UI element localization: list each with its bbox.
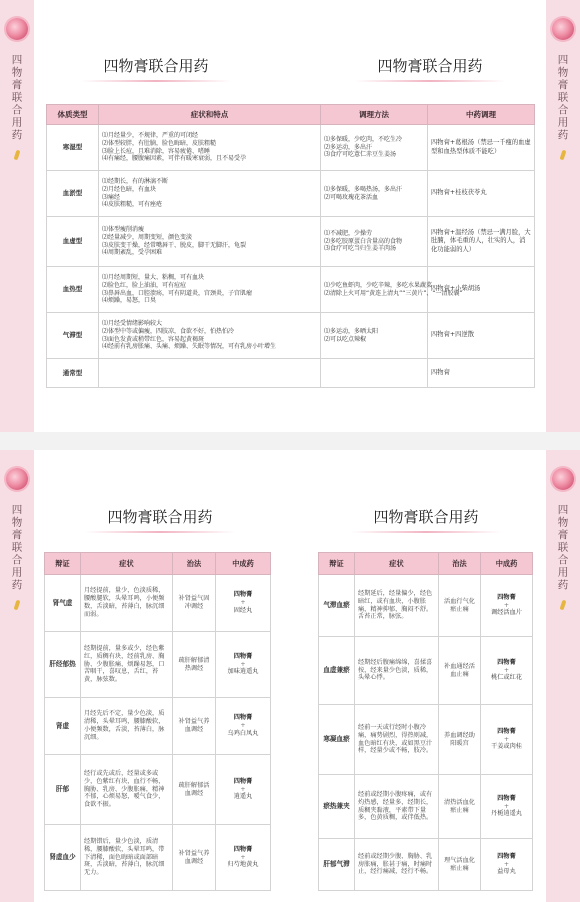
plus-sign: + bbox=[240, 722, 246, 730]
right-side-strip bbox=[546, 0, 580, 432]
medicine-main: 四物膏 bbox=[233, 652, 253, 660]
method-line: ⑵清除上火可用“黄连上清丸”“三黄片”、“一清胶囊” bbox=[324, 289, 463, 297]
medicine-cell bbox=[216, 755, 271, 825]
leaf-icon bbox=[560, 599, 567, 610]
medicine-main: 四物膏 bbox=[233, 714, 253, 722]
medicine-main: 四物膏 bbox=[497, 593, 516, 601]
herbal-cell: 四物膏+温经汤（禁忌一满月脸，大肚腩，体毛重的人，壮实的人，消化功能弱的人） bbox=[428, 217, 535, 267]
column-header: 辩证 bbox=[45, 553, 81, 575]
symptom-line: ⑴经期长，有的淋漓不断 bbox=[102, 178, 169, 186]
method-cell bbox=[321, 217, 428, 267]
constitution-type: 血淤型 bbox=[47, 171, 99, 217]
medicine-cell bbox=[481, 839, 533, 891]
method-line: ⑵可以吃点辣椒 bbox=[324, 335, 367, 343]
medicine-main: 四物膏 bbox=[233, 591, 253, 599]
leaf-icon bbox=[14, 149, 21, 160]
syndrome-name: 肾虚血少 bbox=[45, 825, 81, 891]
rose-icon bbox=[6, 18, 28, 40]
right-syndrome-table bbox=[318, 552, 533, 891]
treatment-cell: 活血行气化瘀止痛 bbox=[439, 575, 481, 637]
treatment-cell: 疏肝解郁清热调经 bbox=[173, 632, 216, 698]
symptoms-cell: 经期错后，量少色淡，质清稀，腰膝酸软，头晕耳鸣，带下清稀，面色晦暗或面部暗斑，舌淡暗，苔薄白，脉沉细无力。 bbox=[81, 825, 173, 891]
constitution-type: 通常型 bbox=[47, 359, 99, 388]
symptom-line: ⑴月经受情绪影响较大 bbox=[102, 320, 163, 328]
column-header: 中药调理 bbox=[428, 105, 535, 125]
page-title: 四物膏联合用药 bbox=[326, 506, 526, 533]
leaf-icon bbox=[14, 599, 21, 610]
medicine-main: 四物膏 bbox=[497, 658, 516, 666]
page-title: 四物膏联合用药 bbox=[330, 55, 530, 82]
symptom-line: ⑵脸色红，脸上油油，可有痘痘 bbox=[102, 281, 187, 289]
medicine-main: 四物膏 bbox=[497, 794, 516, 802]
left-side-strip bbox=[0, 0, 34, 432]
side-tab-label: 四物膏联合用药 bbox=[556, 504, 569, 592]
herbal-cell: 四物膏+小柴胡汤 bbox=[428, 267, 535, 313]
herbal-cell: 四物膏+桂枝茯苓丸 bbox=[428, 171, 535, 217]
symptoms-cell: 经前或经期少腹、胸胁、乳房胀痛，胀甚于痛，时痛时止，经行痛减，经行不畅。 bbox=[355, 839, 439, 891]
symptom-line: ⑶鼻唇出血，口腔溃疡，可有阴道炎，宫颈炎，子宫肌瘤 bbox=[102, 289, 253, 297]
top-page bbox=[0, 0, 580, 432]
medicine-cell bbox=[216, 825, 271, 891]
symptoms-cell: 经期延后，经量偏少，经色暗红，或有血块，小腹胀痛，精神抑郁，胸闷不舒。舌苔正常，脉弦。 bbox=[355, 575, 439, 637]
table-row bbox=[47, 217, 535, 267]
method-line: ⑶食疗可吃当归生姜羊肉汤 bbox=[324, 245, 397, 253]
symptoms-cell: 经期经后腹痛绵绵，喜揉喜按，经来量少色淡，质稀，头晕心悸。 bbox=[355, 637, 439, 705]
method-cell bbox=[321, 125, 428, 171]
plus-sign: + bbox=[240, 660, 246, 668]
medicine-addon: 干姜或肉桂 bbox=[491, 743, 522, 751]
plus-sign: + bbox=[240, 785, 246, 793]
symptom-line: ⑷有痛经，腰腹痛因素，可伴有暖寒衰弱，且不易受孕 bbox=[102, 155, 247, 163]
symptoms-cell bbox=[99, 125, 321, 171]
method-line: ⑴不减肥，少操劳 bbox=[324, 229, 373, 237]
syndrome-name: 肝郁气滞 bbox=[319, 839, 355, 891]
table-row bbox=[47, 267, 535, 313]
syndrome-name: 气滞血瘀 bbox=[319, 575, 355, 637]
symptoms-cell bbox=[99, 359, 321, 388]
symptom-line: ⑶痛经 bbox=[102, 193, 121, 201]
plus-sign: + bbox=[503, 601, 510, 609]
column-header: 中成药 bbox=[481, 553, 533, 575]
symptom-line: ⑵经量减少，周期变短，颜色变淡 bbox=[102, 233, 193, 241]
herbal-cell: 四物膏+葛根汤（禁忌一千瘦的血虚型和血热型体质不能吃） bbox=[428, 125, 535, 171]
syndrome-name: 肾气虚 bbox=[45, 575, 81, 632]
column-header: 辩证 bbox=[319, 553, 355, 575]
plus-sign: + bbox=[503, 735, 510, 743]
symptom-line: ⑶面色发黄或稍带红色，容易起黄褐斑 bbox=[102, 335, 205, 343]
symptom-line: ⑷经前有乳房胀痛、头痛、烦躁、失眠等情况，可有乳房小叶增生 bbox=[102, 343, 277, 351]
table-row bbox=[319, 839, 533, 891]
medicine-cell bbox=[481, 637, 533, 705]
column-header: 症状 bbox=[355, 553, 439, 575]
rose-icon bbox=[552, 468, 574, 490]
column-header: 调理方法 bbox=[321, 105, 428, 125]
treatment-cell: 补血通经活血止痛 bbox=[439, 637, 481, 705]
plus-sign: + bbox=[240, 853, 246, 861]
symptoms-cell bbox=[99, 171, 321, 217]
table-row bbox=[45, 698, 271, 755]
symptom-line: ⑷周期紊乱，受孕困难 bbox=[102, 249, 163, 257]
medicine-main: 四物膏 bbox=[233, 777, 253, 785]
medicine-cell bbox=[481, 705, 533, 775]
syndrome-name: 肝经郁热 bbox=[45, 632, 81, 698]
treatment-cell: 补肾益气养血调经 bbox=[173, 825, 216, 891]
medicine-addon: 乌鸡白凤丸 bbox=[227, 729, 259, 737]
table-row bbox=[319, 575, 533, 637]
treatment-cell: 补肾益气固冲调经 bbox=[173, 575, 216, 632]
table-row bbox=[319, 705, 533, 775]
constitution-table bbox=[46, 104, 535, 388]
medicine-main: 四物膏 bbox=[233, 845, 253, 853]
plus-sign: + bbox=[503, 666, 510, 674]
plus-sign: + bbox=[503, 860, 510, 868]
page-title: 四物膏联合用药 bbox=[56, 55, 256, 82]
symptoms-cell bbox=[99, 217, 321, 267]
column-header: 治法 bbox=[173, 553, 216, 575]
herbal-cell: 四物膏+四逆散 bbox=[428, 313, 535, 359]
treatment-cell: 理气活血化瘀止痛 bbox=[439, 839, 481, 891]
medicine-cell bbox=[481, 575, 533, 637]
method-cell bbox=[321, 313, 428, 359]
column-header: 症状和特点 bbox=[99, 105, 321, 125]
syndrome-name: 血虚兼瘀 bbox=[319, 637, 355, 705]
medicine-main: 四物膏 bbox=[497, 852, 516, 860]
symptom-line: ⑷皮肤粗糙，可有痤疮 bbox=[102, 201, 163, 209]
table-row bbox=[45, 632, 271, 698]
symptom-line: ⑵月经色暗，有血块 bbox=[102, 185, 157, 193]
medicine-cell bbox=[216, 632, 271, 698]
rose-icon bbox=[6, 468, 28, 490]
symptoms-cell: 月经先后不定，量少色淡，质清稀，头晕耳鸣，腰膝酸软，小便频数，舌淡，苔薄白，脉沉细。 bbox=[81, 698, 173, 755]
method-line: ⑴多保暖，多喝热汤，多出汗 bbox=[324, 185, 403, 193]
table-row bbox=[47, 171, 535, 217]
syndrome-name: 寒凝血瘀 bbox=[319, 705, 355, 775]
table-row bbox=[47, 125, 535, 171]
syndrome-name: 肝郁 bbox=[45, 755, 81, 825]
symptoms-cell bbox=[99, 267, 321, 313]
medicine-addon: 固经丸 bbox=[233, 606, 253, 614]
method-line: ⑶食疗可吃薏仁赤豆生姜汤 bbox=[324, 151, 397, 159]
table-row bbox=[47, 313, 535, 359]
method-line: ⑵多吃胶原蛋白含量高的食物 bbox=[324, 237, 403, 245]
syndrome-name: 肾虚 bbox=[45, 698, 81, 755]
column-header: 中成药 bbox=[216, 553, 271, 575]
method-cell bbox=[321, 171, 428, 217]
table-row bbox=[45, 575, 271, 632]
medicine-main: 四物膏 bbox=[497, 727, 516, 735]
method-line: ⑴多运动，多晒太阳 bbox=[324, 327, 379, 335]
symptom-line: ⑴体型瘦削消瘦 bbox=[102, 226, 145, 234]
method-cell bbox=[321, 359, 428, 388]
medicine-addon: 桃仁或红花 bbox=[491, 674, 522, 682]
symptom-line: ⑵体型较胖，有肚腩，脸色晦暗，皮肤粗糙 bbox=[102, 139, 217, 147]
side-tab-label: 四物膏联合用药 bbox=[10, 54, 23, 142]
medicine-addon: 益母丸 bbox=[497, 868, 516, 876]
syndrome-name: 瘀热兼夹 bbox=[319, 775, 355, 839]
treatment-cell: 补肾益气养血调经 bbox=[173, 698, 216, 755]
symptom-line: ⑴月经量少，不规律，严重的可闭经 bbox=[102, 132, 199, 140]
table-row bbox=[45, 755, 271, 825]
medicine-cell bbox=[216, 575, 271, 632]
symptom-line: ⑶皮肤变干燥，经常嘴唇干、脱皮，脚干无脚汗，龟裂 bbox=[102, 241, 247, 249]
treatment-cell: 清热活血化瘀止痛 bbox=[439, 775, 481, 839]
method-line: ⑴少吃鱼虾肉，少吃辛辣，多吃水果蔬菜 bbox=[324, 281, 433, 289]
medicine-addon: 丹栀逍遥丸 bbox=[491, 810, 522, 818]
table-row bbox=[319, 775, 533, 839]
plus-sign: + bbox=[503, 802, 510, 810]
right-side-strip bbox=[546, 450, 580, 902]
side-tab-label: 四物膏联合用药 bbox=[10, 504, 23, 592]
medicine-addon: 调经活血片 bbox=[491, 609, 522, 617]
table-row bbox=[47, 359, 535, 388]
page-title: 四物膏联合用药 bbox=[60, 506, 260, 533]
symptom-line: ⑷烦躁，易怒，口臭 bbox=[102, 297, 157, 305]
medicine-addon: 归芍地黄丸 bbox=[227, 861, 259, 869]
symptom-line: ⑴月经周期短，量大、粘稠，可有血块 bbox=[102, 274, 205, 282]
medicine-cell bbox=[216, 698, 271, 755]
medicine-addon: 加味逍遥丸 bbox=[227, 668, 259, 676]
left-side-strip bbox=[0, 450, 34, 902]
method-line: ⑴多保暖，少吃肉，不吃生冷 bbox=[324, 135, 403, 143]
symptom-line: ⑶脸上长痘，且难消除，容易疲倦、嗜睡 bbox=[102, 147, 211, 155]
medicine-addon: 逍遥丸 bbox=[233, 793, 253, 801]
symptoms-cell: 月经提前，量少，色淡质稀，腰酸腿软，头晕耳鸣，小便频数，舌淡暗，苔薄白，脉沉细而弱。 bbox=[81, 575, 173, 632]
left-syndrome-table bbox=[44, 552, 271, 891]
herbal-cell: 四物膏 bbox=[428, 359, 535, 388]
constitution-type: 血虚型 bbox=[47, 217, 99, 267]
column-header: 体质类型 bbox=[47, 105, 99, 125]
bottom-page bbox=[0, 450, 580, 902]
medicine-cell bbox=[481, 775, 533, 839]
method-line: ⑵多运动，多出汗 bbox=[324, 143, 373, 151]
symptoms-cell: 经行或先或后，经量或多或少，色紫红有块，血行不畅，胸胁、乳房、少腹胀痛，精神不郁，心烦易怒，嗳气食少，食欲不振。 bbox=[81, 755, 173, 825]
symptom-line: ⑵体型中等或偏瘦，四肢凉，食欲不好，怕热怕冷 bbox=[102, 327, 235, 335]
symptoms-cell: 经前一天或行经时小腹冷痛，痛势剧烈，得热则减，血色暗红有块，或如黑豆汁样，经量少或不畅，肢冷。 bbox=[355, 705, 439, 775]
symptoms-cell: 经前或经期小腹疼痛，或有灼热感，经量多，经期长，质稠夹黏液，平素带下量多，色黄质稠，或伴低热。 bbox=[355, 775, 439, 839]
constitution-type: 血热型 bbox=[47, 267, 99, 313]
plus-sign: + bbox=[240, 599, 246, 607]
table-row bbox=[319, 637, 533, 705]
constitution-type: 寒湿型 bbox=[47, 125, 99, 171]
column-header: 症状 bbox=[81, 553, 173, 575]
constitution-type: 气滞型 bbox=[47, 313, 99, 359]
side-tab-label: 四物膏联合用药 bbox=[556, 54, 569, 142]
method-line: ⑵可喝玫瑰花茶活血 bbox=[324, 193, 379, 201]
treatment-cell: 养血调经助阳暖宫 bbox=[439, 705, 481, 775]
column-header: 治法 bbox=[439, 553, 481, 575]
treatment-cell: 疏肝解郁活血调经 bbox=[173, 755, 216, 825]
symptoms-cell bbox=[99, 313, 321, 359]
table-row bbox=[45, 825, 271, 891]
rose-icon bbox=[552, 18, 574, 40]
symptoms-cell: 经期提前，量多或少，经色紫红，质稠有块，经前乳房、胸胁、少腹胀痛，烦躁易怒，口苦咽干，喜叹息，舌红，苔黄，脉弦数。 bbox=[81, 632, 173, 698]
leaf-icon bbox=[560, 149, 567, 160]
